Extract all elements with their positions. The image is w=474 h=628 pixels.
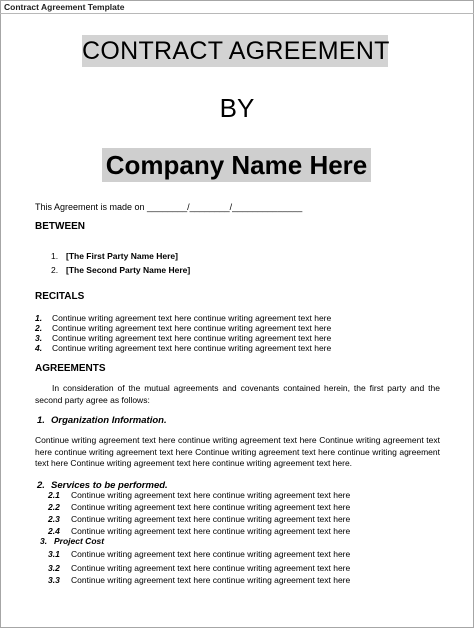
party-item [51, 251, 178, 261]
section-number: 1. [37, 415, 45, 426]
list-item [48, 490, 350, 500]
between-heading: BETWEEN [35, 221, 85, 232]
item-number: 2.3 [48, 514, 60, 524]
item-text: Continue writing agreement text here continue writing agreement text here [71, 575, 351, 585]
recital-number: 4. [35, 343, 43, 353]
party-item [51, 265, 190, 275]
list-item [48, 514, 350, 524]
item-text: Continue writing agreement text here continue writing agreement text here [71, 514, 351, 524]
section-title: Project Cost [54, 536, 105, 546]
recital-item [35, 343, 331, 353]
company-name: Company Name Here [102, 148, 371, 182]
recital-number: 1. [35, 313, 43, 323]
recital-text: Continue writing agreement text here continue writing agreement text here [52, 313, 332, 323]
item-text: Continue writing agreement text here continue writing agreement text here [71, 563, 351, 573]
item-number: 2.4 [48, 526, 60, 536]
recital-text: Continue writing agreement text here continue writing agreement text here [52, 333, 332, 343]
item-number: 3.2 [48, 563, 60, 573]
agreement-date-line: This Agreement is made on ________/________/______________ [35, 202, 303, 212]
item-text: Continue writing agreement text here continue writing agreement text here [71, 549, 351, 559]
recital-item [35, 313, 331, 323]
list-item [48, 549, 350, 559]
item-text: Continue writing agreement text here continue writing agreement text here [71, 526, 351, 536]
recital-item [35, 333, 331, 343]
list-item [48, 563, 350, 573]
item-text: Continue writing agreement text here continue writing agreement text here [71, 502, 351, 512]
section-heading [40, 536, 104, 546]
party-number: 2. [51, 265, 59, 275]
list-item [48, 575, 350, 585]
by-label: BY [219, 93, 255, 123]
recital-number: 2. [35, 323, 43, 333]
recital-text: Continue writing agreement text here continue writing agreement text here [52, 343, 332, 353]
recitals-heading: RECITALS [35, 291, 85, 302]
window-title: Contract Agreement Template [4, 2, 125, 12]
recital-item [35, 323, 331, 333]
item-number: 2.2 [48, 502, 60, 512]
item-number: 2.1 [48, 490, 60, 500]
section-number: 2. [37, 480, 45, 491]
section-heading [37, 415, 167, 426]
section-number: 3. [40, 536, 48, 546]
item-number: 3.1 [48, 549, 60, 559]
recital-number: 3. [35, 333, 43, 343]
list-item [48, 502, 350, 512]
section-title: Services to be performed. [51, 480, 168, 491]
item-number: 3.3 [48, 575, 60, 585]
section-title: Organization Information. [51, 415, 167, 426]
party-number: 1. [51, 251, 59, 261]
item-text: Continue writing agreement text here continue writing agreement text here [71, 490, 351, 500]
section-paragraph: Continue writing agreement text here continue writing agreement text here Continue writing agreement text here continue writing agreement text here Continue writing agreement text here continue writing agreement text here Continue writing agreement text here continue writing agreement text here. [35, 435, 440, 468]
agreements-heading: AGREEMENTS [35, 363, 106, 374]
recital-text: Continue writing agreement text here continue writing agreement text here [52, 323, 332, 333]
list-item [48, 526, 350, 536]
party-name: [The First Party Name Here] [66, 251, 178, 261]
party-name: [The Second Party Name Here] [66, 265, 191, 275]
agreements-intro: In consideration of the mutual agreements and covenants contained herein, the first party and the second party agree as follows: [35, 383, 440, 405]
document-title: CONTRACT AGREEMENT [82, 37, 390, 65]
